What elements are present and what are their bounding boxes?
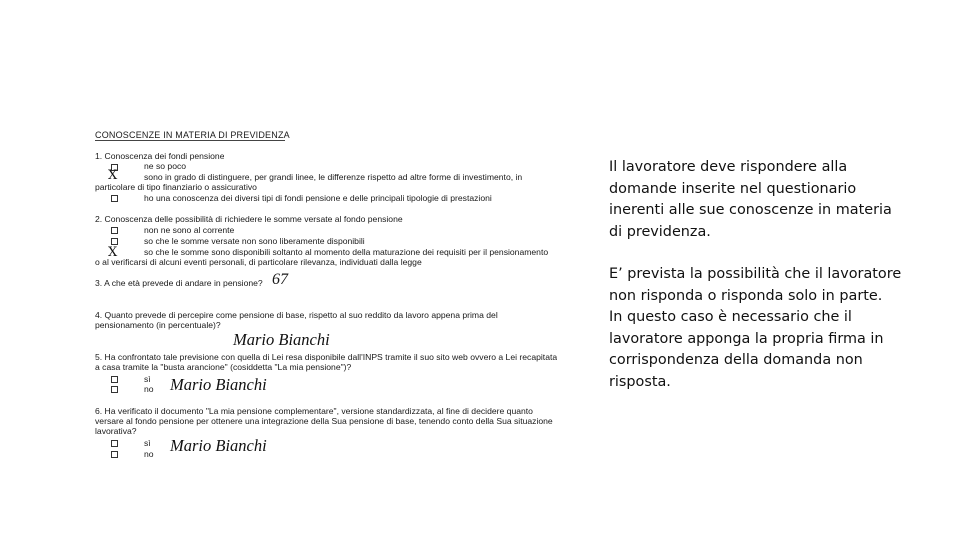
q1-option-1: ne so poco bbox=[144, 161, 187, 171]
q2-option-2: so che le somme versate non sono liberamente disponibili bbox=[144, 236, 365, 246]
questionnaire-title: CONOSCENZE IN MATERIA DI PREVIDENZA bbox=[95, 130, 290, 140]
q4-signature: Mario Bianchi bbox=[233, 330, 330, 349]
explanation-para-2: E’ prevista la possibilità che il lavoratore non risponda o risponda solo in parte. bbox=[609, 266, 902, 304]
q2-checkbox-1 bbox=[111, 227, 118, 234]
q2-x-mark: X bbox=[108, 245, 118, 260]
q6-question-line2: versare al fondo pensione per ottenere una integrazione della Sua pensione di base, tenendo conto della Sua situazione bbox=[95, 416, 553, 426]
explanation-para-1: Il lavoratore deve rispondere alla domande inserite nel questionario inerenti alle sue conoscenze in materia di previdenza. bbox=[609, 159, 892, 240]
q3-question: 3. A che età prevede di andare in pensione? bbox=[95, 278, 263, 288]
title-underline bbox=[95, 140, 285, 141]
scanned-questionnaire bbox=[86, 126, 566, 466]
q5-signature: Mario Bianchi bbox=[170, 375, 267, 394]
q3-handwritten-answer: 67 bbox=[272, 271, 288, 288]
q5-no-label: no bbox=[144, 384, 154, 394]
q4-question-line1: 4. Quanto prevede di percepire come pensione di base, rispetto al suo reddito da lavoro appena prima del bbox=[95, 310, 498, 320]
q6-checkbox-no bbox=[111, 451, 118, 458]
q1-question: 1. Conoscenza dei fondi pensione bbox=[95, 151, 225, 161]
q2-question: 2. Conoscenza delle possibilità di richiedere le somme versate al fondo pensione bbox=[95, 214, 403, 224]
q2-option-3a: so che le somme sono disponibili soltanto al momento della maturazione dei requisiti per il pensionamento bbox=[144, 247, 549, 257]
q4-question-line2: pensionamento (in percentuale)? bbox=[95, 320, 221, 330]
q1-checkbox-3 bbox=[111, 195, 118, 202]
q6-no-label: no bbox=[144, 449, 154, 459]
q1-option-2b: particolare di tipo finanziario o assicurativo bbox=[95, 182, 257, 192]
q6-question-line1: 6. Ha verificato il documento "La mia pensione complementare", versione standardizzata, al fine di decidere quanto bbox=[95, 406, 533, 416]
q5-checkbox-yes bbox=[111, 376, 118, 383]
q2-checkbox-2 bbox=[111, 238, 118, 245]
q5-checkbox-no bbox=[111, 386, 118, 393]
explanation-block-2 bbox=[609, 264, 909, 394]
explanation-para-3: In questo caso è necessario che il lavoratore apponga la propria firma in corrispondenza della domanda non risposta. bbox=[609, 309, 884, 390]
explanation-block-1 bbox=[609, 157, 909, 243]
q6-question-line3: lavorativa? bbox=[95, 426, 137, 436]
q5-question-line2: a casa tramite la "busta arancione" (cosiddetta "La mia pensione")? bbox=[95, 362, 352, 372]
q5-question-line1: 5. Ha confrontato tale previsione con quella di Lei resa disponibile dall'INPS tramite il suo sito web ovvero a Lei recapitata bbox=[95, 352, 558, 362]
q6-signature: Mario Bianchi bbox=[170, 436, 267, 455]
q1-option-3: ho una conoscenza dei diversi tipi di fondi pensione e delle principali tipologie di prestazioni bbox=[144, 193, 492, 203]
q6-checkbox-yes bbox=[111, 440, 118, 447]
q1-option-2a: sono in grado di distinguere, per grandi linee, le differenze rispetto ad altre forme di investimento, in bbox=[144, 172, 523, 182]
q2-option-3b: o al verificarsi di alcuni eventi personali, di particolare rilevanza, individuati dalla legge bbox=[95, 257, 422, 267]
q5-yes-label: sì bbox=[144, 374, 151, 384]
q2-option-1: non ne sono al corrente bbox=[144, 225, 235, 235]
q6-yes-label: sì bbox=[144, 438, 151, 448]
q1-x-mark: X bbox=[108, 168, 118, 183]
